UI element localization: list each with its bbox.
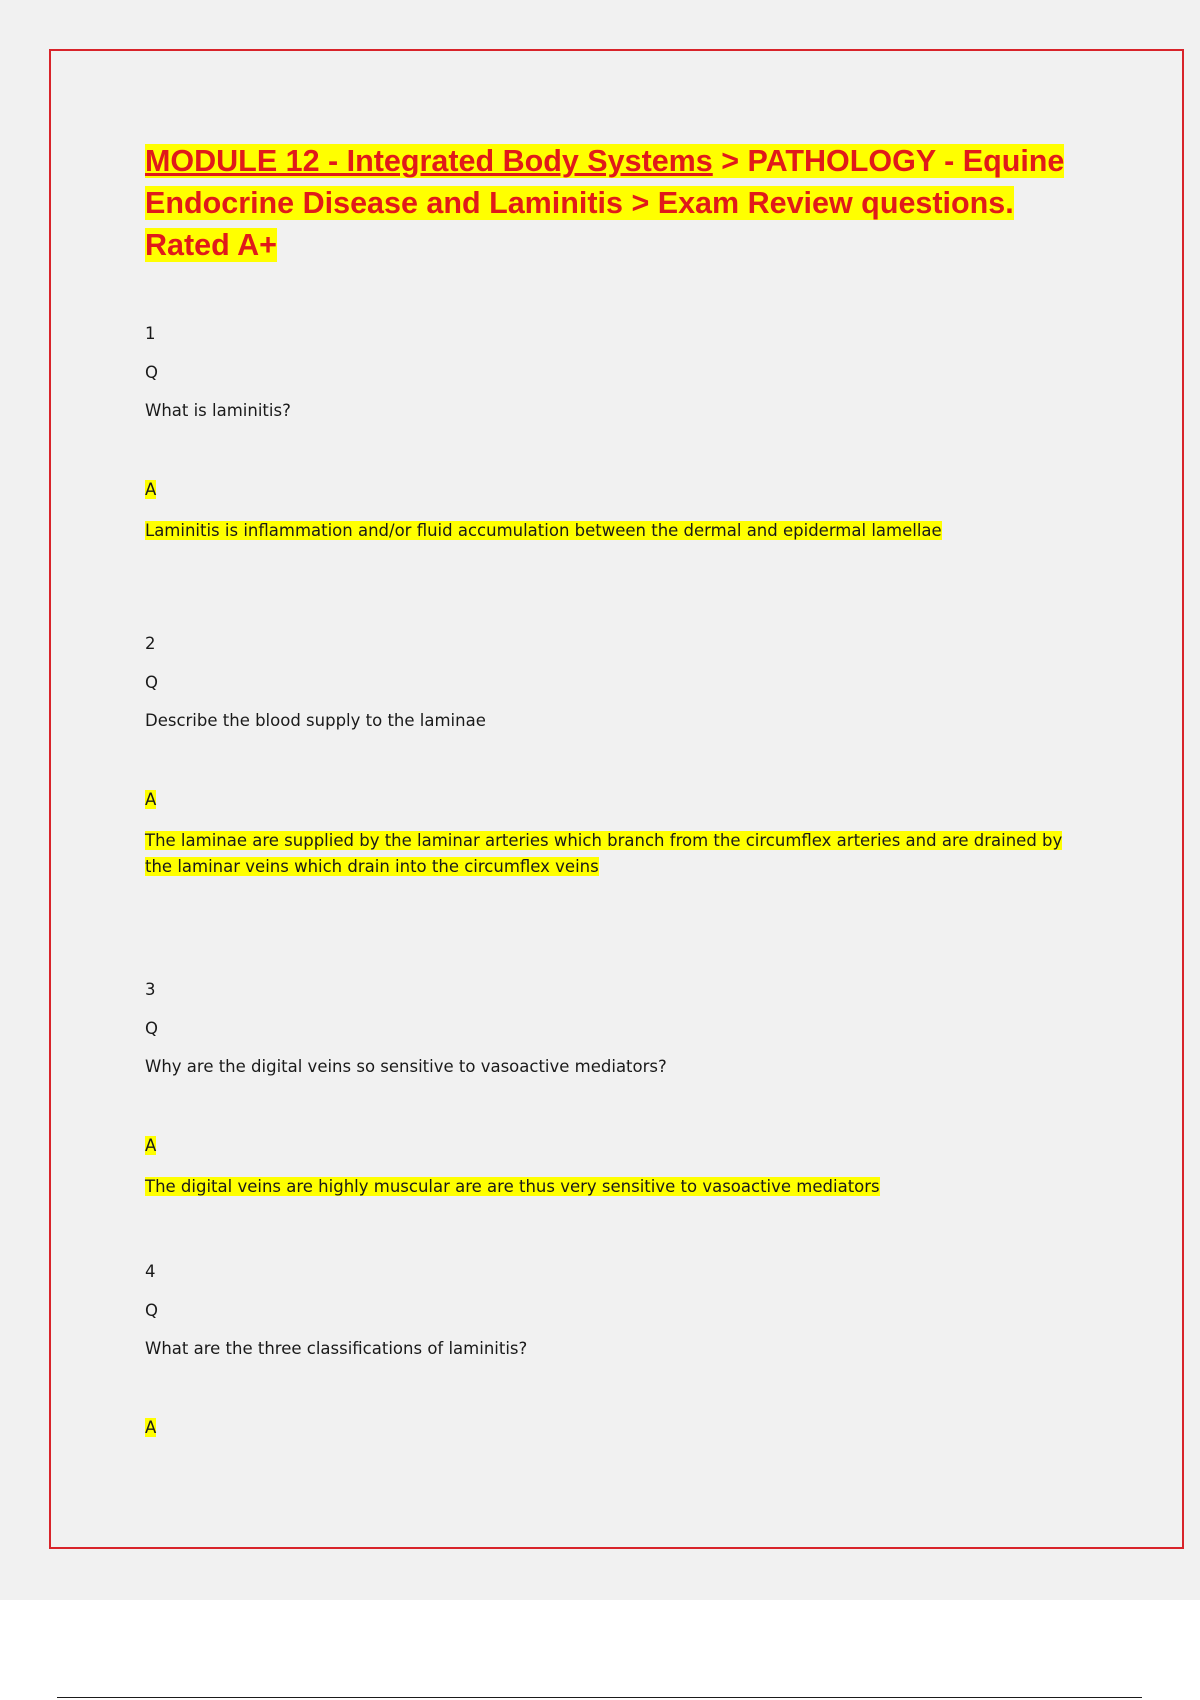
answer-marker-text: A bbox=[145, 1136, 157, 1155]
question-item-2 bbox=[145, 634, 1085, 880]
question-item-1 bbox=[145, 324, 1085, 544]
question-marker: Q bbox=[145, 1019, 158, 1038]
answer-marker bbox=[145, 480, 1085, 500]
page-bottom-divider bbox=[57, 1697, 1142, 1698]
answer-text bbox=[145, 828, 1085, 880]
question-marker: Q bbox=[145, 1301, 158, 1320]
document-title bbox=[145, 140, 1085, 266]
document-content bbox=[145, 140, 1085, 1438]
question-item-4 bbox=[145, 1262, 1085, 1438]
question-marker: Q bbox=[145, 673, 158, 692]
answer-highlight: The laminae are supplied by the laminar arteries which branch from the circumflex arteries and are drained by the laminar veins which drain into the circumflex veins bbox=[145, 831, 1063, 876]
answer-highlight: Laminitis is inflammation and/or fluid accumulation between the dermal and epidermal lamellae bbox=[145, 521, 942, 540]
question-marker: Q bbox=[145, 363, 158, 382]
question-text: What is laminitis? bbox=[145, 401, 291, 420]
answer-text bbox=[145, 1174, 1085, 1200]
answer-text bbox=[145, 518, 1085, 544]
answer-marker bbox=[145, 1136, 1085, 1156]
question-text: What are the three classifications of laminitis? bbox=[145, 1339, 528, 1358]
answer-marker bbox=[145, 790, 1085, 810]
answer-marker-text: A bbox=[145, 790, 157, 809]
question-item-3 bbox=[145, 980, 1085, 1200]
question-number: 1 bbox=[145, 324, 156, 343]
answer-marker-text: A bbox=[145, 480, 157, 499]
answer-highlight: The digital veins are highly muscular are are thus very sensitive to vasoactive mediators bbox=[145, 1177, 880, 1196]
question-text: Describe the blood supply to the laminae bbox=[145, 711, 486, 730]
title-rest-text: > PATHOLOGY - Equine Endocrine Disease and Laminitis > Exam Review questions. Rated A+ bbox=[145, 144, 1065, 262]
question-text: Why are the digital veins so sensitive to vasoactive mediators? bbox=[145, 1057, 667, 1076]
question-number: 2 bbox=[145, 634, 156, 653]
question-number: 3 bbox=[145, 980, 156, 999]
answer-marker bbox=[145, 1418, 1085, 1438]
title-module-link[interactable]: MODULE 12 - Integrated Body Systems bbox=[145, 144, 713, 178]
question-number: 4 bbox=[145, 1262, 156, 1281]
question-list bbox=[145, 324, 1085, 1438]
answer-marker-text: A bbox=[145, 1418, 157, 1437]
